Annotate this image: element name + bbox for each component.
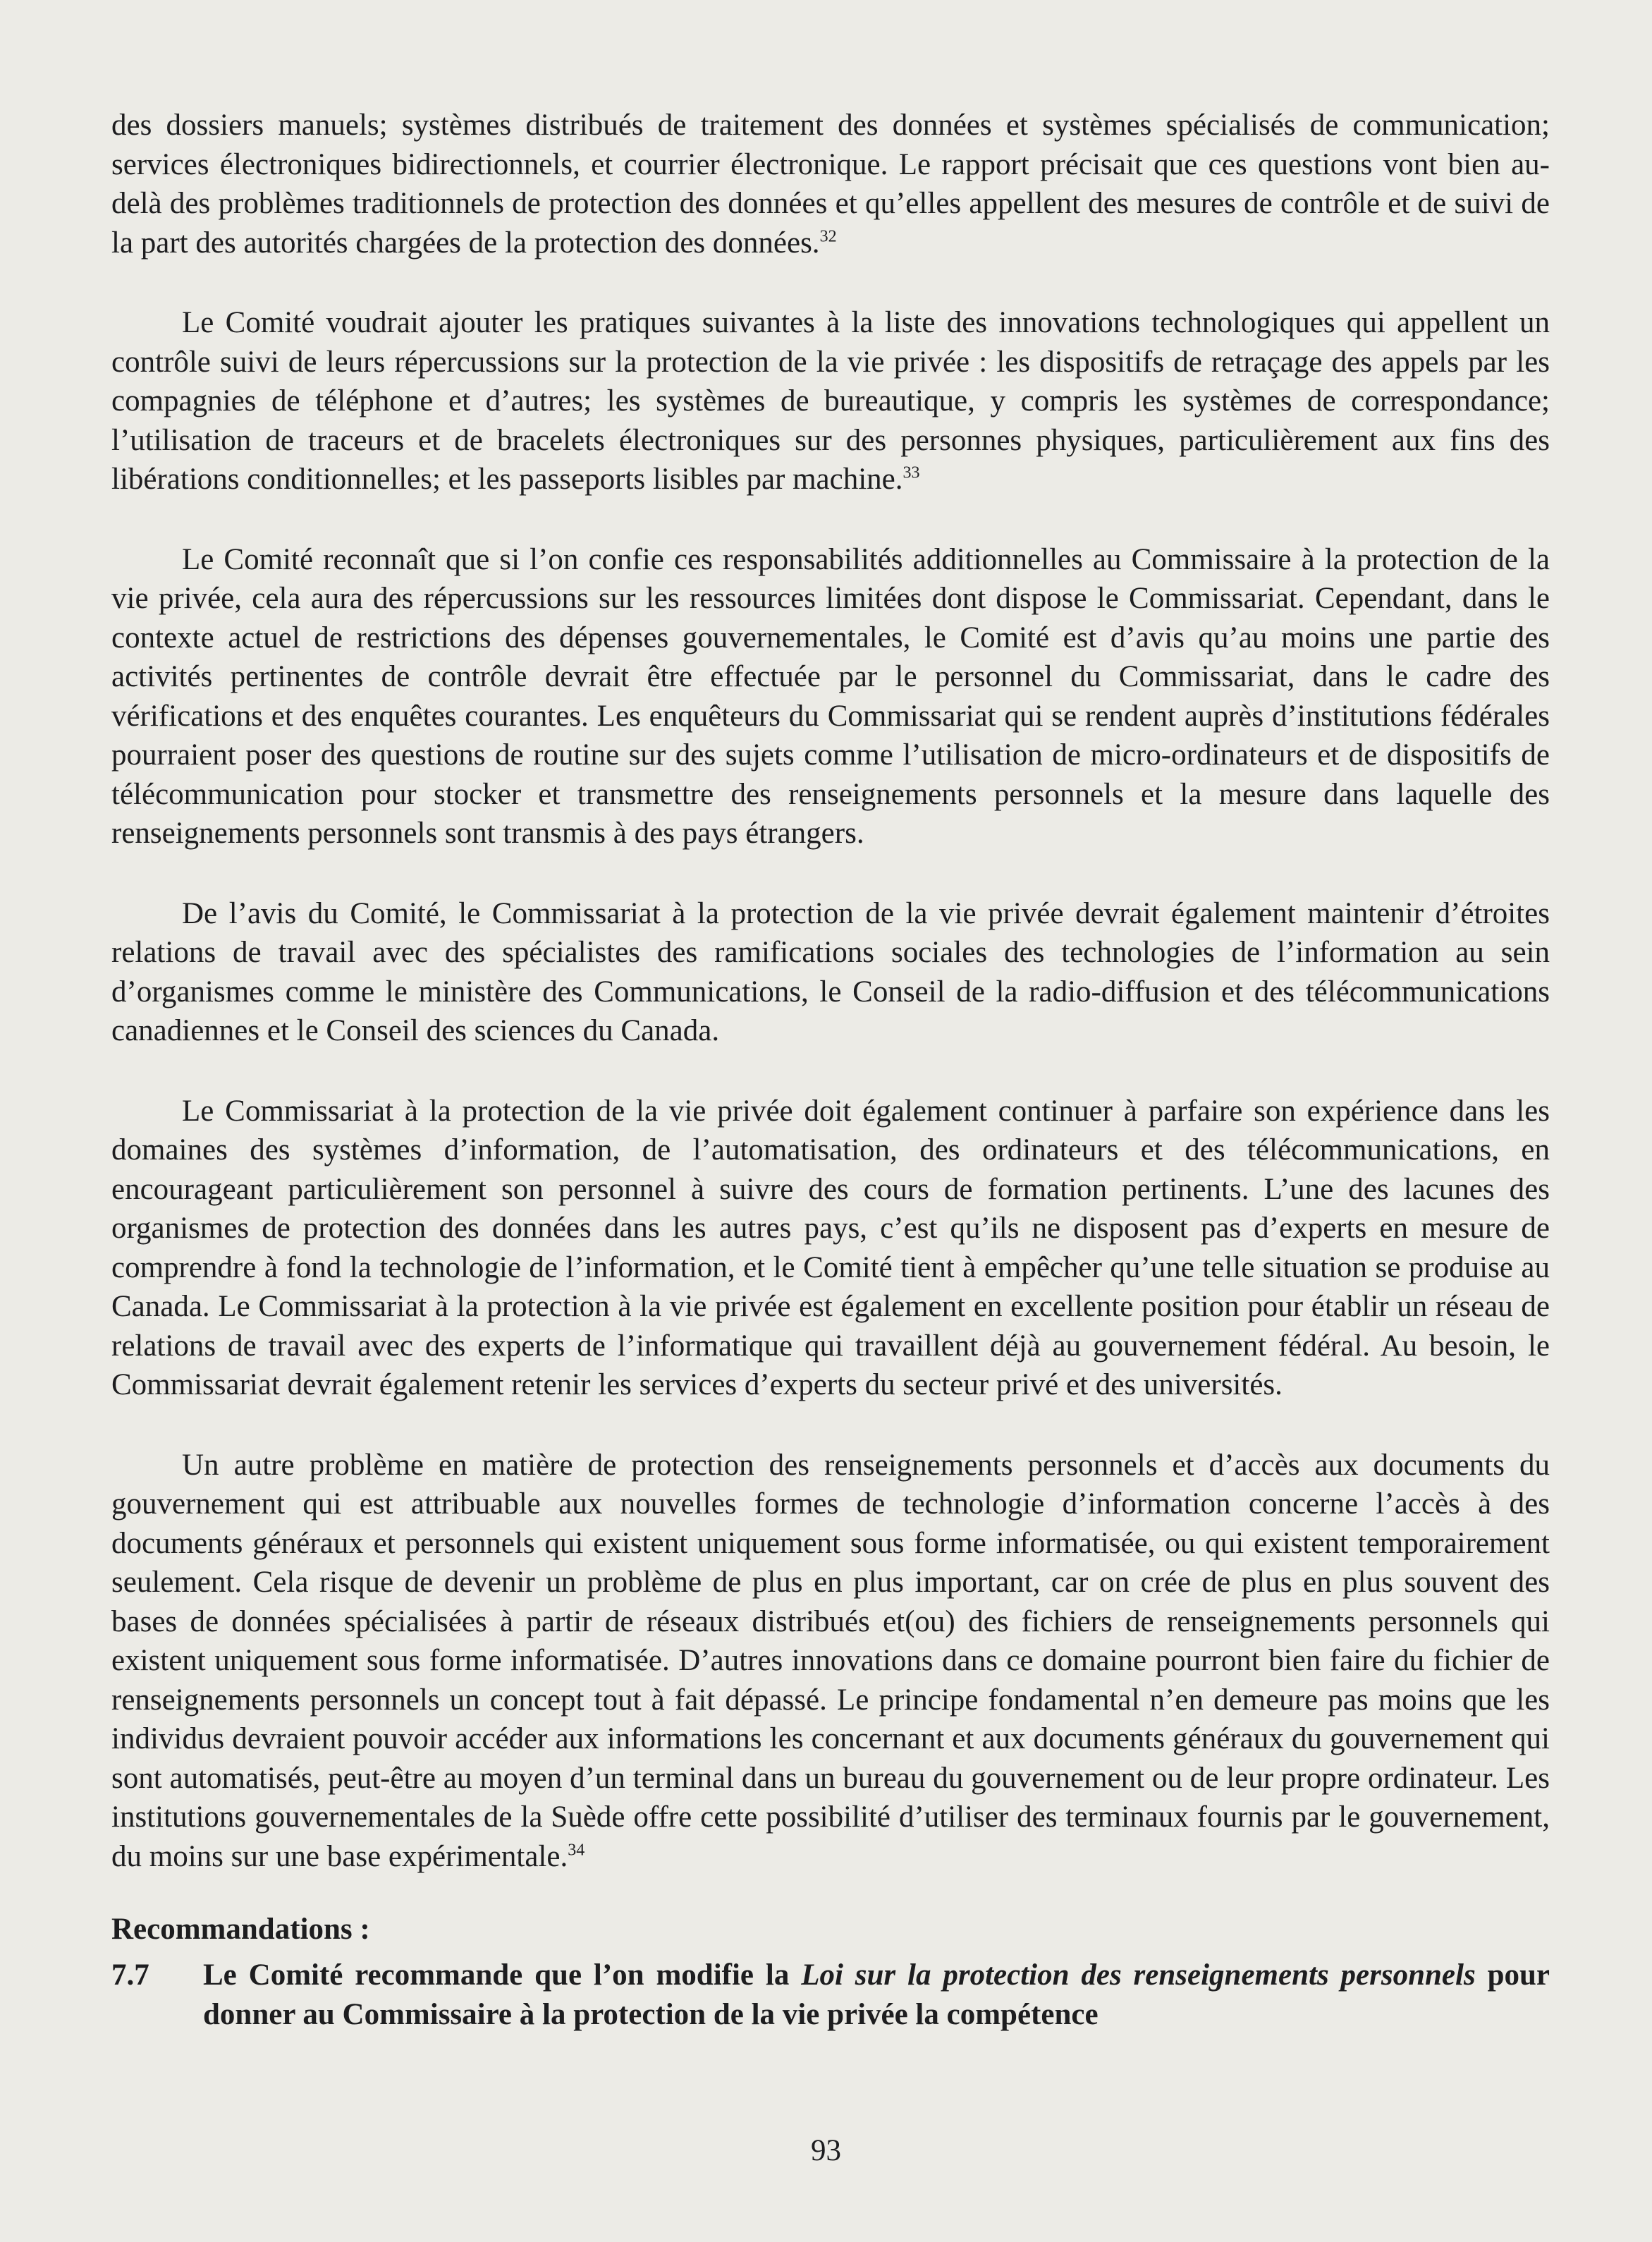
recommendation-text-before: Le Comité recommande que l’on modifie la (203, 1958, 802, 1992)
paragraph-4 (111, 894, 1550, 1051)
paragraph-6-text: Un autre problème en matière de protection des renseignements personnels et d’accès aux documents du gouvernement qui est attribuable aux nouvelles formes de technologie d’information concerne l’accès à des documents généraux et personnels qui existent uniquement sous forme informatisée, ou qui existent temporairement seulement. Cela risque de devenir un problème de plus en plus important, car on crée de plus en plus souvent des bases de données spécialisées à partir de réseaux distribués et(ou) des fichiers de renseignements personnels qui existent uniquement sous forme informatisée. D’autres innovations dans ce domaine pourront bien faire du fichier de renseignements personnels un concept tout à fait dépassé. Le principe fondamental n’en demeure pas moins que les individus devraient pouvoir accéder aux informations les concernant et aux documents généraux du gouvernement qui sont automatisés, peut-être au moyen d’un terminal dans un bureau du gouvernement ou de leur propre ordinateur. Les institutions gouvernementales de la Suède offre cette possibilité d’utiliser des terminaux fournis par le gouvernement, du moins sur une base expérimentale. (111, 1448, 1550, 1873)
recommendation-law-title: Loi sur la protection des renseignements personnels (801, 1958, 1476, 1992)
paragraph-6 (111, 1446, 1550, 1877)
footnote-ref-32: 32 (819, 227, 837, 246)
page-number: 93 (811, 2134, 841, 2167)
paragraph-5 (111, 1092, 1550, 1405)
paragraph-3 (111, 540, 1550, 853)
paragraph-3-text: Le Comité reconnaît que si l’on confie ces responsabilités additionnelles au Commissaire à la protection de la vie privée, cela aura des répercussions sur les ressources limitées dont dispose le Commissariat. Cependant, dans le contexte actuel de restrictions des dépenses gouvernementales, le Comité est d’avis qu’au moins une partie des activités pertinentes de contrôle devrait être effectuée par le personnel du Commissariat, dans le cadre des vérifications et des enquêtes courantes. Les enquêteurs du Commissariat qui se rendent auprès d’institutions fédérales pourraient poser des questions de routine sur des sujets comme l’utilisation de micro-ordinateurs et de dispositifs de télécommunication pour stocker et transmettre des renseignements personnels et la mesure dans laquelle des renseignements personnels sont transmis à des pays étrangers. (111, 542, 1550, 850)
recommendation-text-after: pour donner au Commissaire à la protection de la vie privée la compétence (203, 1958, 1550, 2031)
paragraph-2 (111, 303, 1550, 499)
footnote-ref-34: 34 (568, 1841, 585, 1860)
section-heading-recommendations: Recommandations : (111, 1913, 370, 1946)
paragraph-1 (111, 106, 1550, 262)
recommendation-7-7 (111, 1956, 1550, 2035)
paragraph-2-text: Le Comité voudrait ajouter les pratiques suivantes à la liste des innovations technologiques qui appellent un contrôle suivi de leurs répercussions sur la protection de la vie privée : les dispositifs de retraçage des appels par les compagnies de téléphone et d’autres; les systèmes de bureautique, y compris les systèmes de correspondance; l’utilisation de traceurs et de bracelets électroniques sur des personnes physiques, particulièrement aux fins des libérations conditionnelles; et les passeports lisibles par machine. (111, 306, 1550, 496)
paragraph-1-text: des dossiers manuels; systèmes distribués de traitement des données et systèmes spécialisés de communication; services électroniques bidirectionnels, et courrier électronique. Le rapport précisait que ces questions vont bien au-delà des problèmes traditionnels de protection des données et qu’elles appellent des mesures de contrôle et de suivi de la part des autorités chargées de la protection des données. (111, 109, 1550, 260)
paragraph-5-text: Le Commissariat à la protection de la vie privée doit également continuer à parfaire son expérience dans les domaines des systèmes d’information, de l’automatisation, des ordinateurs et des télécommunications, en encourageant particulièrement son personnel à suivre des cours de formation pertinents. L’une des lacunes des organismes de protection des données dans les autres pays, c’est qu’ils ne disposent pas d’experts en mesure de comprendre à fond la technologie de l’information, et le Comité tient à empêcher qu’une telle situation se produise au Canada. Le Commissariat à la protection à la vie privée est également en excellente position pour établir un réseau de relations de travail avec des experts de l’informatique qui travaillent déjà au gouvernement fédéral. Au besoin, le Commissariat devrait également retenir les services d’experts du secteur privé et des universités. (111, 1094, 1550, 1401)
document-page (111, 106, 1550, 2035)
footnote-ref-33: 33 (903, 463, 920, 482)
recommendation-number: 7.7 (111, 1958, 149, 1992)
paragraph-4-text: De l’avis du Comité, le Commissariat à la protection de la vie privée devrait également maintenir d’étroites relations de travail avec des spécialistes des ramifications sociales des technologies de l’information au sein d’organismes comme le ministère des Communications, le Conseil de la radio-diffusion et des télécommunications canadiennes et le Conseil des sciences du Canada. (111, 896, 1550, 1047)
